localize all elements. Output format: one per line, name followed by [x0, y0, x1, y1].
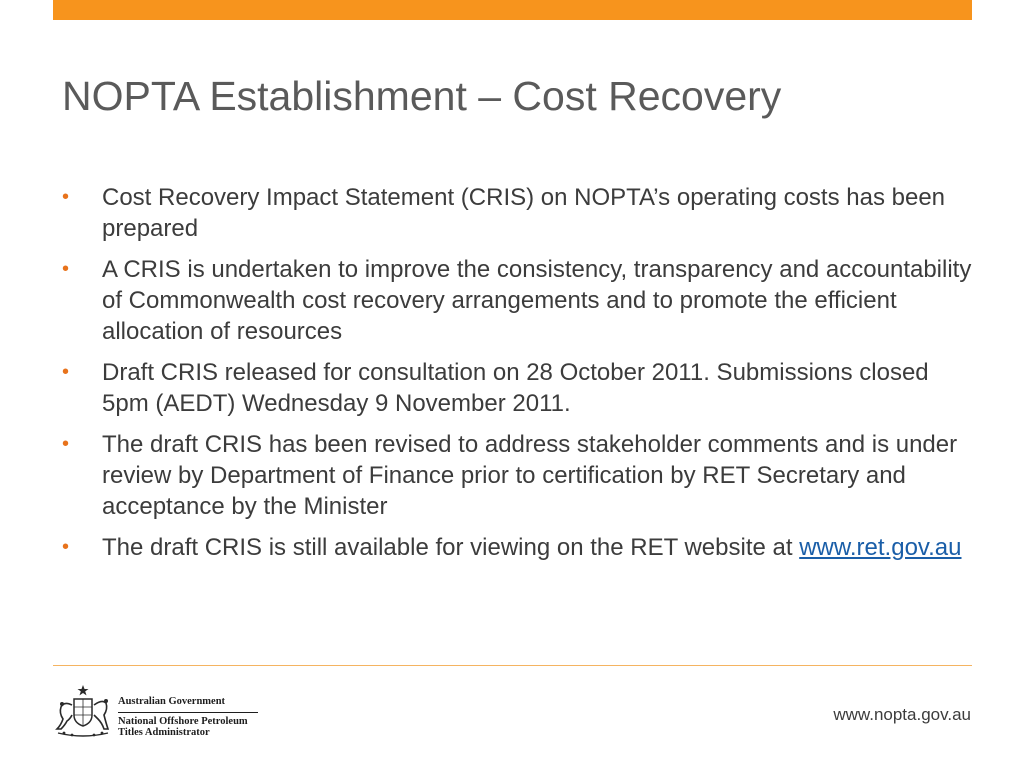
bullet-text: The draft CRIS is still available for viewing on the RET website at — [102, 534, 793, 561]
bullet-marker: • — [62, 536, 70, 558]
bullet-item — [62, 532, 972, 563]
bullet-marker: • — [62, 433, 70, 455]
logo-agency-name-line2: Titles Administrator — [118, 727, 210, 738]
bullet-marker: • — [62, 361, 70, 383]
bullet-text: Cost Recovery Impact Statement (CRIS) on NOPTA’s operating costs has been prepared — [102, 184, 946, 242]
logo-government-name: Australian Government — [118, 696, 258, 713]
bullet-item — [62, 182, 972, 244]
footer-divider — [53, 665, 972, 666]
bullet-item — [62, 254, 972, 347]
top-accent-bar — [53, 0, 972, 20]
bullet-marker: • — [62, 186, 70, 208]
coat-of-arms-icon — [52, 683, 114, 743]
ret-website-link[interactable]: www.ret.gov.au — [799, 534, 962, 561]
bullet-item — [62, 429, 972, 522]
government-logo — [52, 683, 282, 743]
bullet-text: The draft CRIS has been revised to address stakeholder comments and is under review by Department of Finance prior to certification by RET Secretary and acceptance by the Minister — [102, 431, 958, 520]
logo-agency-name-line1: National Offshore Petroleum — [118, 715, 248, 727]
bullet-marker: • — [62, 258, 70, 280]
slide-title: NOPTA Establishment – Cost Recovery — [62, 73, 782, 119]
footer-website-link[interactable]: www.nopta.gov.au — [833, 705, 971, 724]
bullet-item — [62, 357, 972, 419]
bullet-text: Draft CRIS released for consultation on 28 October 2011. Submissions closed 5pm (AEDT) Wednesday 9 November 2011. — [102, 359, 929, 417]
bullet-list — [62, 182, 972, 573]
bullet-text: A CRIS is undertaken to improve the consistency, transparency and accountability of Commonwealth cost recovery arrangements and to promote the efficient allocation of resources — [102, 256, 972, 345]
logo-text — [118, 696, 258, 739]
